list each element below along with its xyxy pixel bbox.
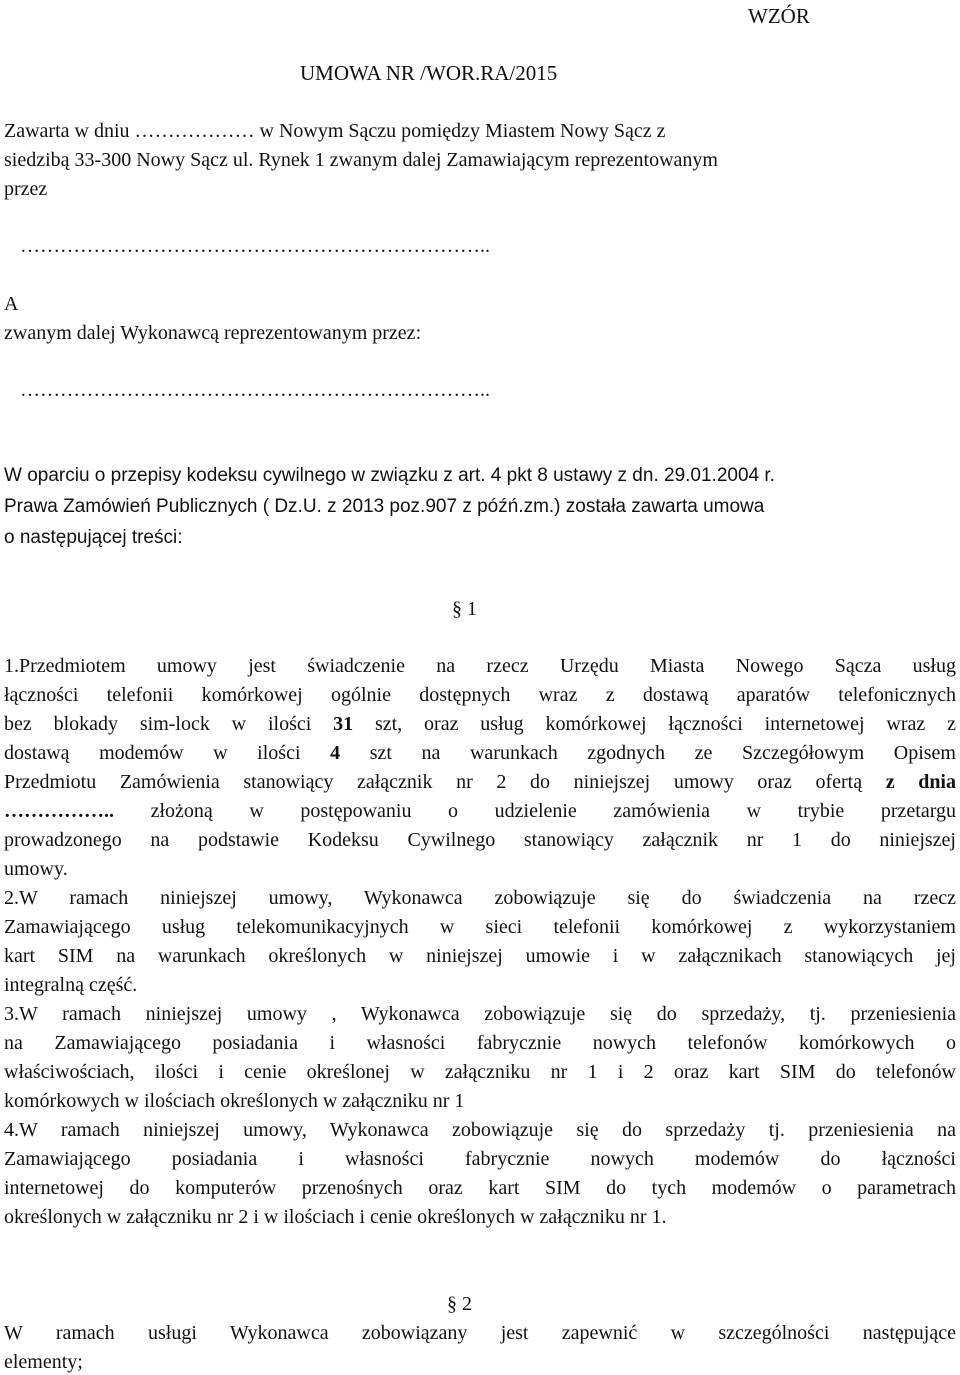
paragraph-line: 1.Przedmiotem umowy jest świadczenie na rzecz Urzędu Miasta Nowego Sącza usług: [4, 655, 956, 677]
paragraph-line: bez blokady sim-lock w ilości 31 szt, oraz usług komórkowej łączności internetowej wraz z: [4, 713, 956, 735]
paragraph-line: …………….. złożoną w postępowaniu o udzielenie zamówienia w trybie przetargu: [4, 800, 956, 822]
paragraph-line: integralną część.: [4, 974, 138, 996]
intro-line: zwanym dalej Wykonawcą reprezentowanym przez:: [4, 322, 422, 344]
paragraph-line: 3.W ramach niniejszej umowy , Wykonawca zobowiązuje się do sprzedaży, tj. przeniesienia: [4, 1003, 956, 1025]
paragraph-line: właściwościach, ilości i cenie określonej w załączniku nr 1 i 2 oraz kart SIM do telefonów: [4, 1061, 956, 1083]
paragraph-line: internetowej do komputerów przenośnych oraz kart SIM do tych modemów o parametrach: [4, 1177, 956, 1199]
paragraph-line: W ramach usługi Wykonawca zobowiązany jest zapewnić w szczególności następujące: [4, 1322, 956, 1344]
intro-line: Zawarta w dniu ……………… w Nowym Sączu pomiędzy Miastem Nowy Sącz z: [4, 120, 666, 142]
basis-line: Prawa Zamówień Publicznych ( Dz.U. z 2013 poz.907 z późń.zm.) została zawarta umowa: [4, 496, 765, 517]
section-1-heading: § 1: [452, 598, 477, 620]
basis-line: o następującej treści:: [4, 527, 183, 548]
intro-line: A: [4, 293, 19, 315]
contractor-dots: ……………………………………………………………..: [20, 379, 490, 401]
basis-line: W oparciu o przepisy kodeksu cywilnego w związku z art. 4 pkt 8 ustawy z dn. 29.01.2004 r.: [4, 465, 775, 486]
paragraph-line: dostawą modemów w ilości 4 szt na warunkach zgodnych ze Szczegółowym Opisem: [4, 742, 956, 764]
paragraph-line: kart SIM na warunkach określonych w niniejszej umowie i w załącznikach stanowiących jej: [4, 945, 956, 967]
paragraph-line: Zamawiającego usług telekomunikacyjnych w sieci telefonii komórkowej z wykorzystaniem: [4, 916, 956, 938]
intro-line: siedzibą 33-300 Nowy Sącz ul. Rynek 1 zwanym dalej Zamawiającym reprezentowanym: [4, 149, 718, 171]
section-2-heading: § 2: [447, 1293, 472, 1315]
paragraph-line: umowy.: [4, 858, 68, 880]
contract-title: UMOWA NR /WOR.RA/2015: [300, 61, 558, 85]
representative-dots: ……………………………………………………………..: [20, 235, 490, 257]
paragraph-line: na Zamawiającego posiadania i własności fabrycznie nowych telefonów komórkowych o: [4, 1032, 956, 1054]
paragraph-line: Zamawiającego posiadania i własności fabrycznie nowych modemów do łączności: [4, 1148, 956, 1170]
paragraph-line: 2.W ramach niniejszej umowy, Wykonawca zobowiązuje się do świadczenia na rzecz: [4, 887, 956, 909]
paragraph-line: określonych w załączniku nr 2 i w ilościach i cenie określonych w załączniku nr 1.: [4, 1206, 667, 1228]
paragraph-line: prowadzonego na podstawie Kodeksu Cywilnego stanowiący załącznik nr 1 do niniejszej: [4, 829, 956, 851]
paragraph-line: komórkowych w ilościach określonych w załączniku nr 1: [4, 1090, 465, 1112]
paragraph-line: Przedmiotu Zamówienia stanowiący załącznik nr 2 do niniejszej umowy oraz ofertą z dnia: [4, 771, 956, 793]
wzor-label: WZÓR: [748, 4, 810, 28]
intro-line: przez: [4, 178, 48, 200]
paragraph-line: 4.W ramach niniejszej umowy, Wykonawca zobowiązuje się do sprzedaży tj. przeniesienia na: [4, 1119, 956, 1141]
paragraph-line: elementy;: [4, 1351, 83, 1373]
paragraph-line: łączności telefonii komórkowej ogólnie dostępnych wraz z dostawą aparatów telefonicznych: [4, 684, 956, 706]
